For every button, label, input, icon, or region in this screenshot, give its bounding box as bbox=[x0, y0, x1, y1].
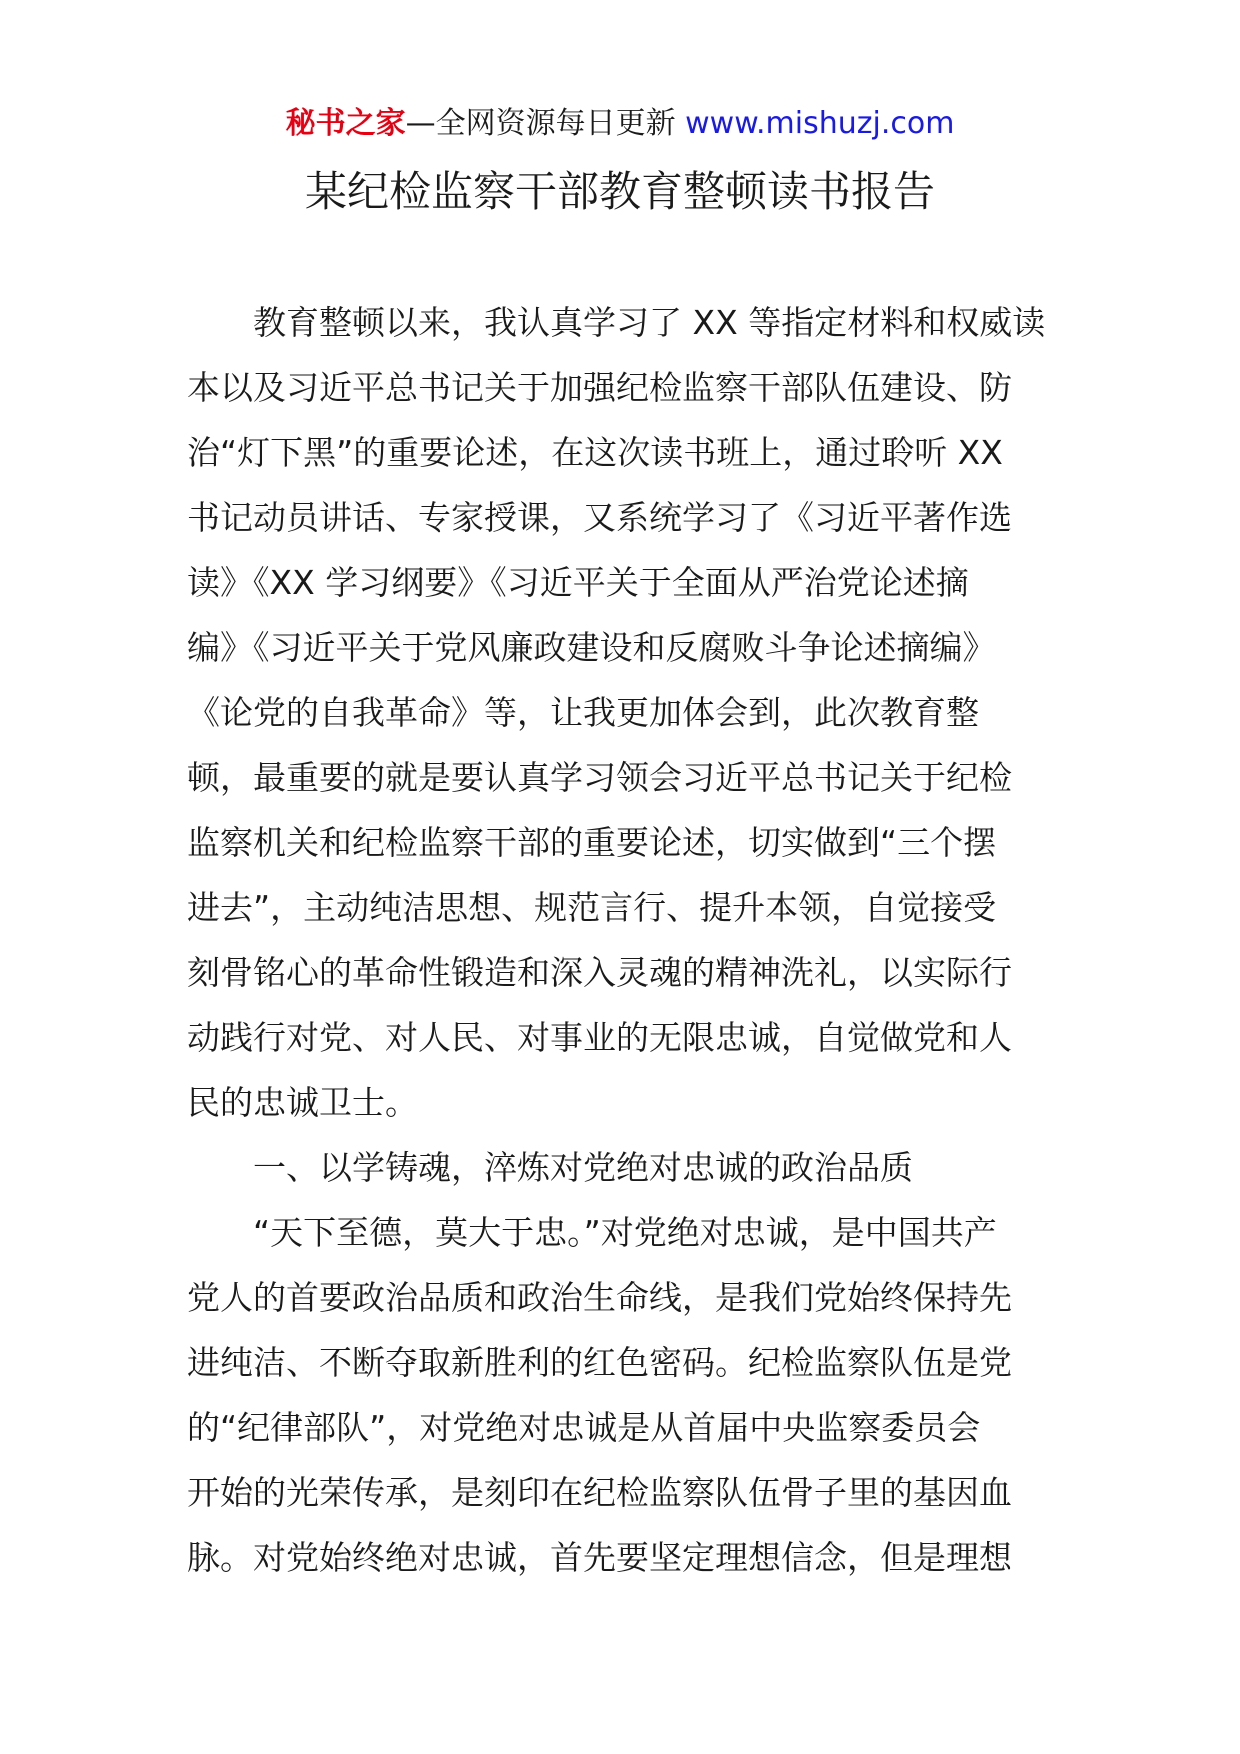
body-line: 编》《习近平关于党风廉政建设和反腐败斗争论述摘编》 bbox=[187, 628, 996, 667]
body-line: 教育整顿以来，我认真学习了 XX 等指定材料和权威读 bbox=[253, 303, 1046, 342]
body-line: 进去”，主动纯洁思想、规范言行、提升本领，自觉接受 bbox=[187, 888, 997, 927]
body-line: 动践行对党、对人民、对事业的无限忠诚，自觉做党和人 bbox=[187, 1018, 1012, 1057]
body-line: 治“灯下黑”的重要论述，在这次读书班上，通过聆听 XX bbox=[187, 433, 1003, 472]
body-line: 书记动员讲话、专家授课，又系统学习了《习近平著作选 bbox=[187, 498, 1012, 537]
body-line: 刻骨铭心的革命性锻造和深入灵魂的精神洗礼，以实际行 bbox=[187, 953, 1012, 992]
body-line: 监察机关和纪检监察干部的重要论述，切实做到“三个摆 bbox=[187, 823, 997, 862]
body-line: 本以及习近平总书记关于加强纪检监察干部队伍建设、防 bbox=[187, 368, 1012, 407]
document-title: 某纪检监察干部教育整顿读书报告 bbox=[304, 167, 935, 216]
body-line: “天下至德，莫大于忠。”对党绝对忠诚，是中国共产 bbox=[253, 1213, 997, 1252]
site-tagline: —全网资源每日更新 bbox=[405, 106, 686, 141]
body-line: 顿，最重要的就是要认真学习领会习近平总书记关于纪检 bbox=[187, 758, 1012, 797]
body-line: 的“纪律部队”，对党绝对忠诚是从首届中央监察委员会 bbox=[187, 1408, 981, 1447]
section-heading: 一、以学铸魂，淬炼对党绝对忠诚的政治品质 bbox=[253, 1148, 913, 1187]
body-line: 《论党的自我革命》等，让我更加体会到，此次教育整 bbox=[187, 693, 979, 732]
document-body bbox=[187, 290, 1057, 1590]
body-line: 民的忠诚卫士。 bbox=[187, 1083, 418, 1122]
site-brand: 秘书之家 bbox=[285, 106, 406, 141]
body-line: 读》《XX 学习纲要》《习近平关于全面从严治党论述摘 bbox=[187, 563, 969, 602]
body-line: 党人的首要政治品质和政治生命线，是我们党始终保持先 bbox=[187, 1278, 1012, 1317]
body-line: 脉。对党始终绝对忠诚，首先要坚定理想信念，但是理想 bbox=[187, 1538, 1012, 1577]
body-line: 进纯洁、不断夺取新胜利的红色密码。纪检监察队伍是党 bbox=[187, 1343, 1012, 1382]
site-url-link[interactable]: www.mishuzj.com bbox=[685, 106, 955, 141]
body-line: 开始的光荣传承，是刻印在纪检监察队伍骨子里的基因血 bbox=[187, 1473, 1012, 1512]
site-header bbox=[0, 100, 1240, 148]
